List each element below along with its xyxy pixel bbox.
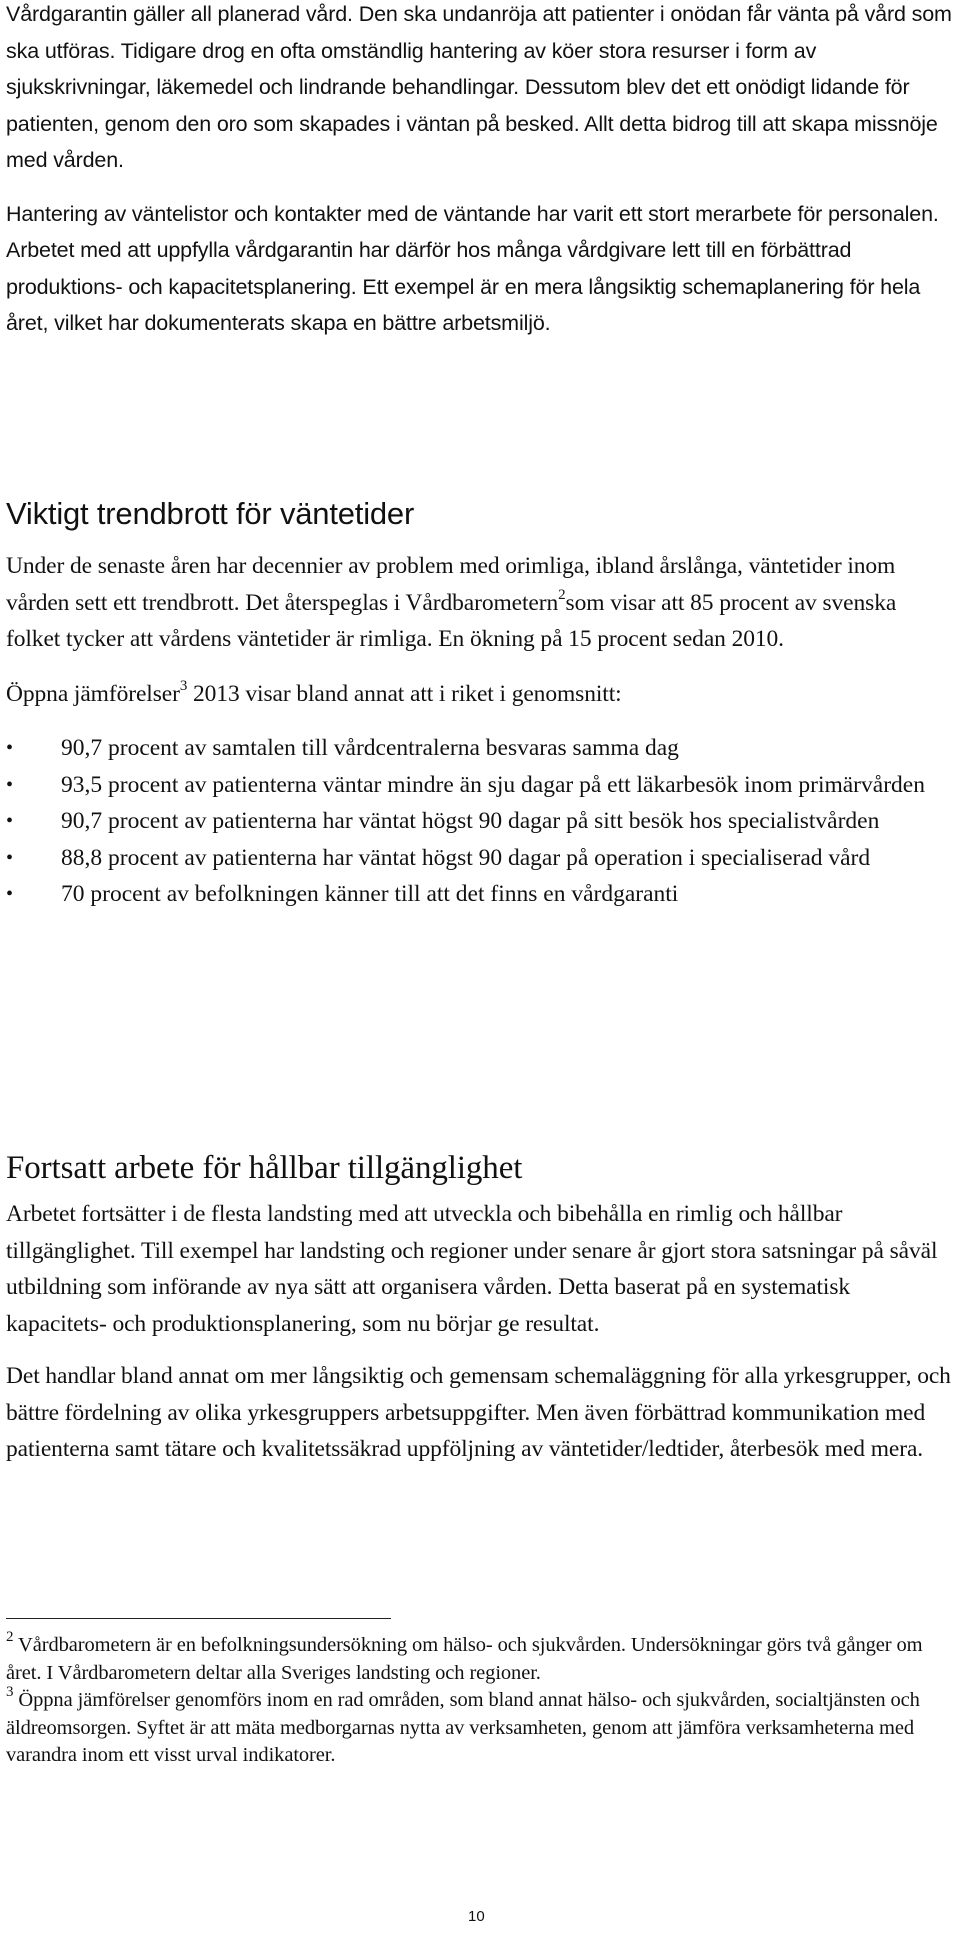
section-heading-sustainable-access: Fortsatt arbete för hållbar tillgänglighet: [6, 1150, 523, 1186]
footnote-ref-3[interactable]: 3: [179, 677, 188, 694]
bullet-icon: •: [6, 773, 14, 796]
list-item: [6, 767, 952, 804]
footnote-text: Vårdbarometern är en befolkningsundersökning om hälso- och sjukvården. Undersökningar görs två gånger om året. I Vårdbarometern deltar alla Sveriges landsting och regioner.: [6, 1634, 923, 1684]
section-waiting-times-body: [6, 548, 952, 913]
footnote-2: [6, 1629, 952, 1687]
bullet-icon: •: [6, 883, 14, 905]
section-heading-waiting-times: Viktigt trendbrott för väntetider: [6, 496, 415, 531]
list-item: [6, 730, 952, 767]
waiting-times-paragraph: [6, 548, 952, 658]
footnote-divider: [6, 1618, 391, 1619]
footnote-number: 3: [6, 1684, 14, 1701]
footnote-text: Öppna jämförelser genomförs inom en rad områden, som bland annat hälso- och sjukvården, socialtjänsten och äldreomsorgen. Syftet är att mäta medborgarnas nytta av verksamheten, genom att jämföra verksamheterna med varandra inom ett visst urval indikatorer.: [6, 1689, 920, 1767]
intro-section: [6, 0, 952, 342]
bullet-icon: •: [6, 846, 14, 869]
intro-paragraph-2: Hantering av väntelistor och kontakter med de väntande har varit ett stort merarbete för personalen. Arbetet med att uppfylla vårdgarantin har därför hos många vårdgivare lett till en förbättrad produktions- och kapacitetsplanering. Ett exempel är en mera långsiktig schemaplanering för hela året, vilket har dokumenterats skapa en bättre arbetsmiljö.: [6, 201, 939, 335]
footnote-3: [6, 1684, 952, 1770]
waiting-times-text-a: Under de senaste åren har decennier av problem med orimliga, ibland årslånga, väntetider inom vården sett ett trendbrott. Det återspeglas i Vårdbarometern: [6, 553, 896, 616]
list-item-text: 70 procent av befolkningen känner till att det finns en vårdgaranti: [61, 881, 679, 907]
waiting-times-text-b: som visar att 85 procent av svenska folket tycker att vårdens väntetider är rimliga. En ökning på 15 procent sedan 2010.: [6, 589, 897, 652]
list-item: [6, 803, 952, 840]
list-item-text: 88,8 procent av patienterna har väntat högst 90 dagar på operation i specialiserad vård: [61, 844, 871, 871]
intro-paragraph-1: Vårdgarantin gäller all planerad vård. Den ska undanröja att patienter i onödan får vänta på vård som ska utföras. Tidigare drog en ofta omständlig hantering av köer stora resurser i form av sjukskrivningar, läkemedel och lindrande behandlingar. Dessutom blev det ett onödigt lidande för patienten, genom den oro som skapades i väntan på besked. Allt detta bidrog till att skapa missnöje med vården.: [6, 2, 952, 172]
section-waiting-times: [6, 494, 952, 534]
footnotes: [6, 1629, 952, 1770]
footnote-number: 2: [6, 1629, 14, 1646]
list-item-text: 90,7 procent av patienterna har väntat högst 90 dagar på sitt besök hos specialistvården: [61, 808, 880, 834]
sustainable-paragraph-2: Det handlar bland annat om mer långsiktig och gemensam schemaläggning för alla yrkesgrupper, och bättre fördelning av olika yrkesgruppers arbetsuppgifter. Men även förbättrad kommunikation med patienterna samt tätare och kvalitetssäkrad uppföljning av väntetider/ledtider, återbesök med mera.: [6, 1363, 951, 1462]
list-item: [6, 876, 952, 913]
section-sustainable-access-body: [6, 1196, 952, 1468]
sustainable-paragraph-1: Arbetet fortsätter i de flesta landsting med att utveckla och bibehålla en rimlig och hållbar tillgänglighet. Till exempel har landsting och regioner under senare år gjort stora satsningar på såväl utbildning som införande av nya sätt att organisera vården. Detta baserat på en systematisk kapacitets- och produktionsplanering, som nu börjar ge resultat.: [6, 1201, 938, 1337]
comparisons-intro-paragraph: [6, 676, 952, 713]
statistics-list: [6, 730, 952, 913]
section-sustainable-access: [6, 1148, 952, 1188]
bullet-icon: •: [6, 737, 14, 759]
comparisons-text-b: 2013 visar bland annat att i riket i genomsnitt:: [187, 680, 622, 707]
footnote-ref-2[interactable]: 2: [558, 586, 566, 603]
comparisons-text-a: Öppna jämförelser: [6, 680, 180, 707]
list-item-text: 90,7 procent av samtalen till vårdcentralerna besvaras samma dag: [61, 735, 679, 761]
list-item: [6, 840, 952, 877]
bullet-icon: •: [6, 810, 14, 832]
list-item-text: 93,5 procent av patienterna väntar mindre än sju dagar på ett läkarbesök inom primärvården: [61, 771, 925, 798]
page-number: 10: [468, 1908, 485, 1925]
